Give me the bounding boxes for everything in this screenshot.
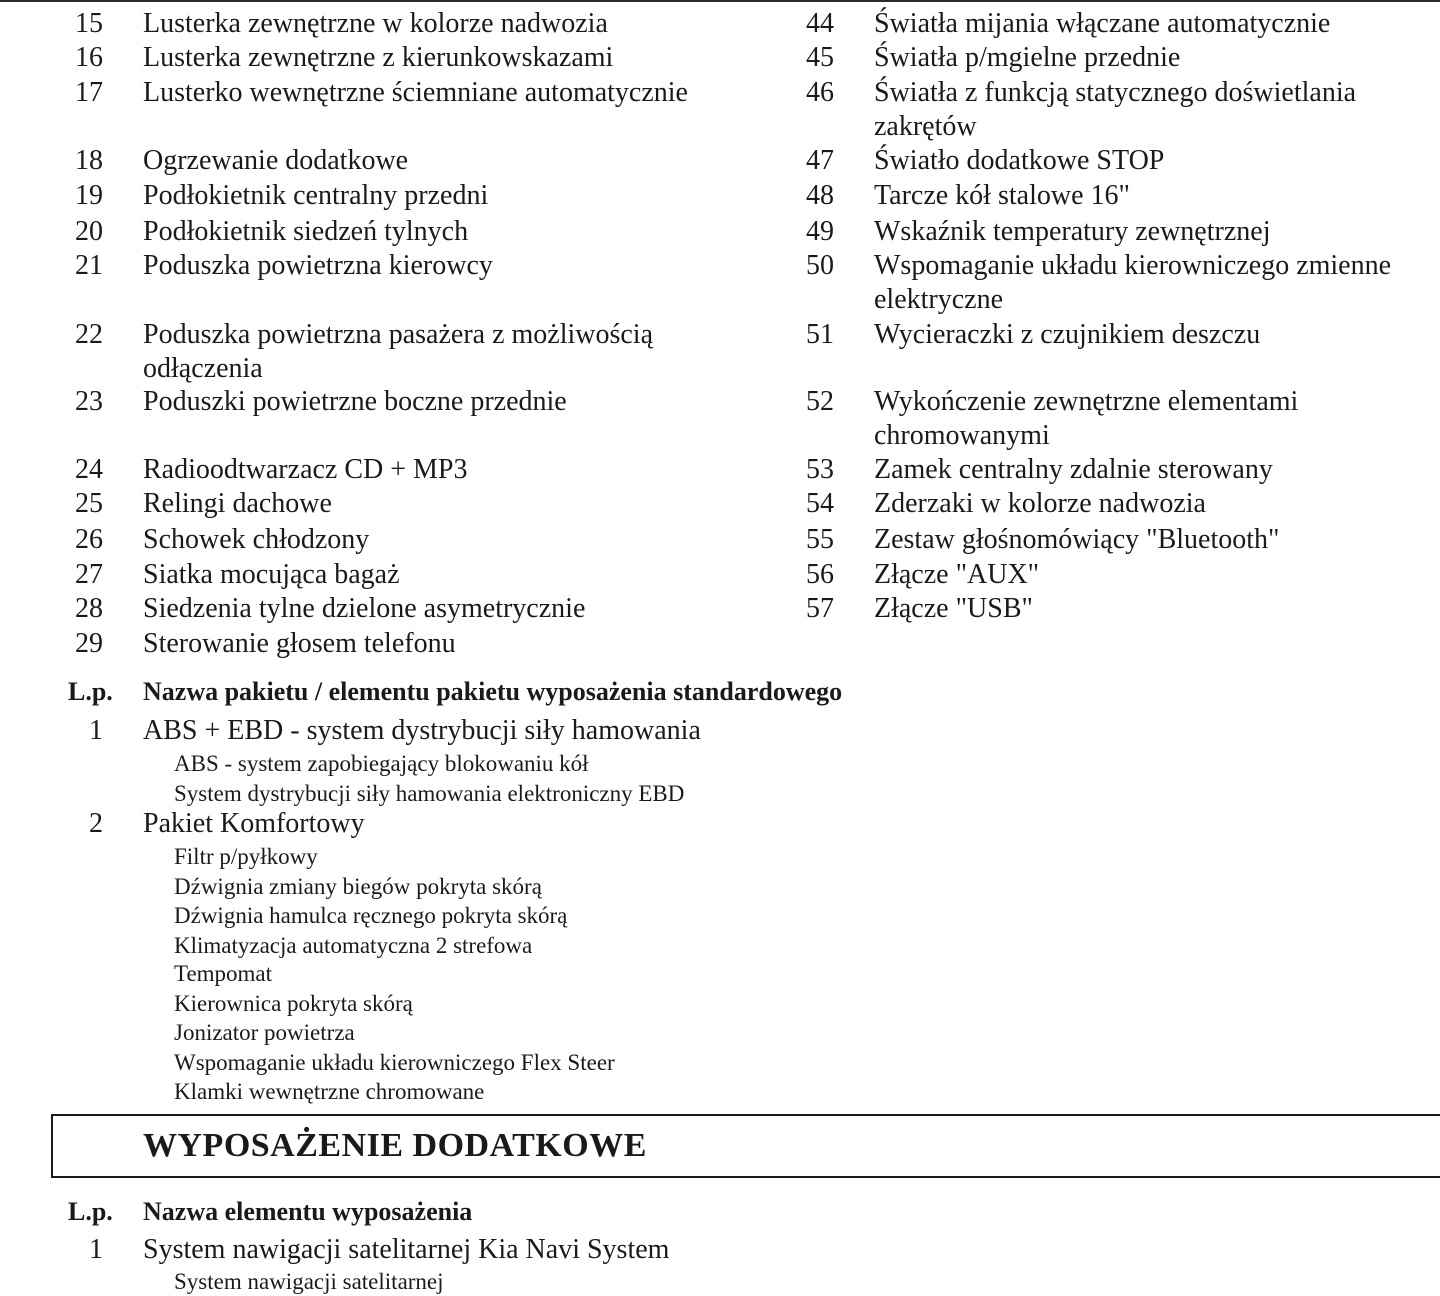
item-number: 2	[89, 808, 103, 839]
additional-equipment-section-box	[51, 1114, 1440, 1178]
item-text: Poduszki powietrzne boczne przednie	[143, 386, 567, 417]
item-number: 25	[75, 488, 103, 519]
item-text: Złącze "USB"	[874, 593, 1033, 624]
item-text: Zestaw głośnomówiący "Bluetooth"	[874, 524, 1280, 555]
item-text: Podłokietnik centralny przedni	[143, 180, 489, 211]
name-column-header: Nazwa pakietu / elementu pakietu wyposażenia standardowego	[143, 677, 843, 706]
item-text: Lusterko wewnętrzne ściemniane automatycznie	[143, 77, 688, 108]
package-element: Filtr p/pyłkowy	[174, 844, 318, 869]
section-title: WYPOSAŻENIE DODATKOWE	[143, 1127, 647, 1164]
package-element: Tempomat	[174, 961, 273, 986]
item-text: Światła mijania włączane automatycznie	[874, 8, 1331, 39]
item-number: 55	[806, 524, 834, 555]
item-number: 21	[75, 250, 103, 281]
item-number: 18	[75, 145, 103, 176]
package-name: Pakiet Komfortowy	[143, 808, 365, 839]
item-number: 52	[806, 386, 834, 417]
item-text: Podłokietnik siedzeń tylnych	[143, 216, 469, 247]
package-element: Kierownica pokryta skórą	[174, 991, 413, 1016]
item-number: 49	[806, 216, 834, 247]
item-number: 45	[806, 42, 834, 73]
lp-column-header: L.p.	[68, 1197, 113, 1226]
item-number: 57	[806, 593, 834, 624]
item-number: 26	[75, 524, 103, 555]
additional-item-name: System nawigacji satelitarnej Kia Navi System	[143, 1234, 670, 1265]
item-text: Ogrzewanie dodatkowe	[143, 145, 409, 176]
item-number: 29	[75, 628, 103, 659]
item-number: 56	[806, 559, 834, 590]
package-element: ABS - system zapobiegający blokowaniu kół	[174, 751, 589, 776]
package-element: Jonizator powietrza	[174, 1020, 355, 1045]
item-number: 50	[806, 250, 834, 281]
package-element: Klamki wewnętrzne chromowane	[174, 1079, 485, 1104]
package-name: ABS + EBD - system dystrybucji siły hamowania	[143, 715, 701, 746]
name-column-header: Nazwa elementu wyposażenia	[143, 1197, 473, 1226]
item-number: 28	[75, 593, 103, 624]
top-border-line	[0, 0, 1440, 2]
item-number: 17	[75, 77, 103, 108]
package-element: Dźwignia zmiany biegów pokryta skórą	[174, 874, 542, 899]
item-number: 46	[806, 77, 834, 108]
item-text: Złącze "AUX"	[874, 559, 1040, 590]
item-text: Lusterka zewnętrzne z kierunkowskazami	[143, 42, 614, 73]
item-text: Tarcze kół stalowe 16"	[874, 180, 1130, 211]
item-number: 19	[75, 180, 103, 211]
item-text: Zamek centralny zdalnie sterowany	[874, 454, 1273, 485]
item-text: Poduszka powietrzna pasażera z możliwością odłączenia	[143, 319, 654, 384]
item-text: Poduszka powietrzna kierowcy	[143, 250, 493, 281]
item-number: 51	[806, 319, 834, 350]
item-number: 44	[806, 8, 834, 39]
package-element: Wspomaganie układu kierowniczego Flex Steer	[174, 1050, 615, 1075]
package-element: Klimatyzacja automatyczna 2 strefowa	[174, 933, 533, 958]
item-text: Zderzaki w kolorze nadwozia	[874, 488, 1206, 519]
item-number: 15	[75, 8, 103, 39]
item-number: 22	[75, 319, 103, 350]
item-number: 53	[806, 454, 834, 485]
item-number: 1	[89, 715, 103, 746]
item-number: 1	[89, 1234, 103, 1265]
package-element: Dźwignia hamulca ręcznego pokryta skórą	[174, 903, 568, 928]
item-text: Siedzenia tylne dzielone asymetrycznie	[143, 593, 586, 624]
item-number: 20	[75, 216, 103, 247]
item-number: 24	[75, 454, 103, 485]
item-text: Światła p/mgielne przednie	[874, 42, 1181, 73]
package-element: System dystrybucji siły hamowania elektroniczny EBD	[174, 781, 685, 806]
item-text: Schowek chłodzony	[143, 524, 370, 555]
item-text: Sterowanie głosem telefonu	[143, 628, 456, 659]
item-text: Wskaźnik temperatury zewnętrznej	[874, 216, 1271, 247]
item-number: 54	[806, 488, 834, 519]
item-number: 47	[806, 145, 834, 176]
item-text: Radioodtwarzacz CD + MP3	[143, 454, 468, 485]
item-text: Relingi dachowe	[143, 488, 332, 519]
item-text: Światła z funkcją statycznego doświetlania zakrętów	[874, 77, 1357, 142]
item-text: Siatka mocująca bagaż	[143, 559, 400, 590]
additional-item-element: System nawigacji satelitarnej	[174, 1269, 444, 1294]
item-number: 48	[806, 180, 834, 211]
item-text: Wspomaganie układu kierowniczego zmienne elektryczne	[874, 250, 1392, 315]
item-text: Wykończenie zewnętrzne elementami chromowanymi	[874, 386, 1299, 451]
item-number: 23	[75, 386, 103, 417]
lp-column-header: L.p.	[68, 677, 113, 706]
item-text: Wycieraczki z czujnikiem deszczu	[874, 319, 1261, 350]
item-text: Lusterka zewnętrzne w kolorze nadwozia	[143, 8, 608, 39]
item-text: Światło dodatkowe STOP	[874, 145, 1165, 176]
item-number: 27	[75, 559, 103, 590]
item-number: 16	[75, 42, 103, 73]
